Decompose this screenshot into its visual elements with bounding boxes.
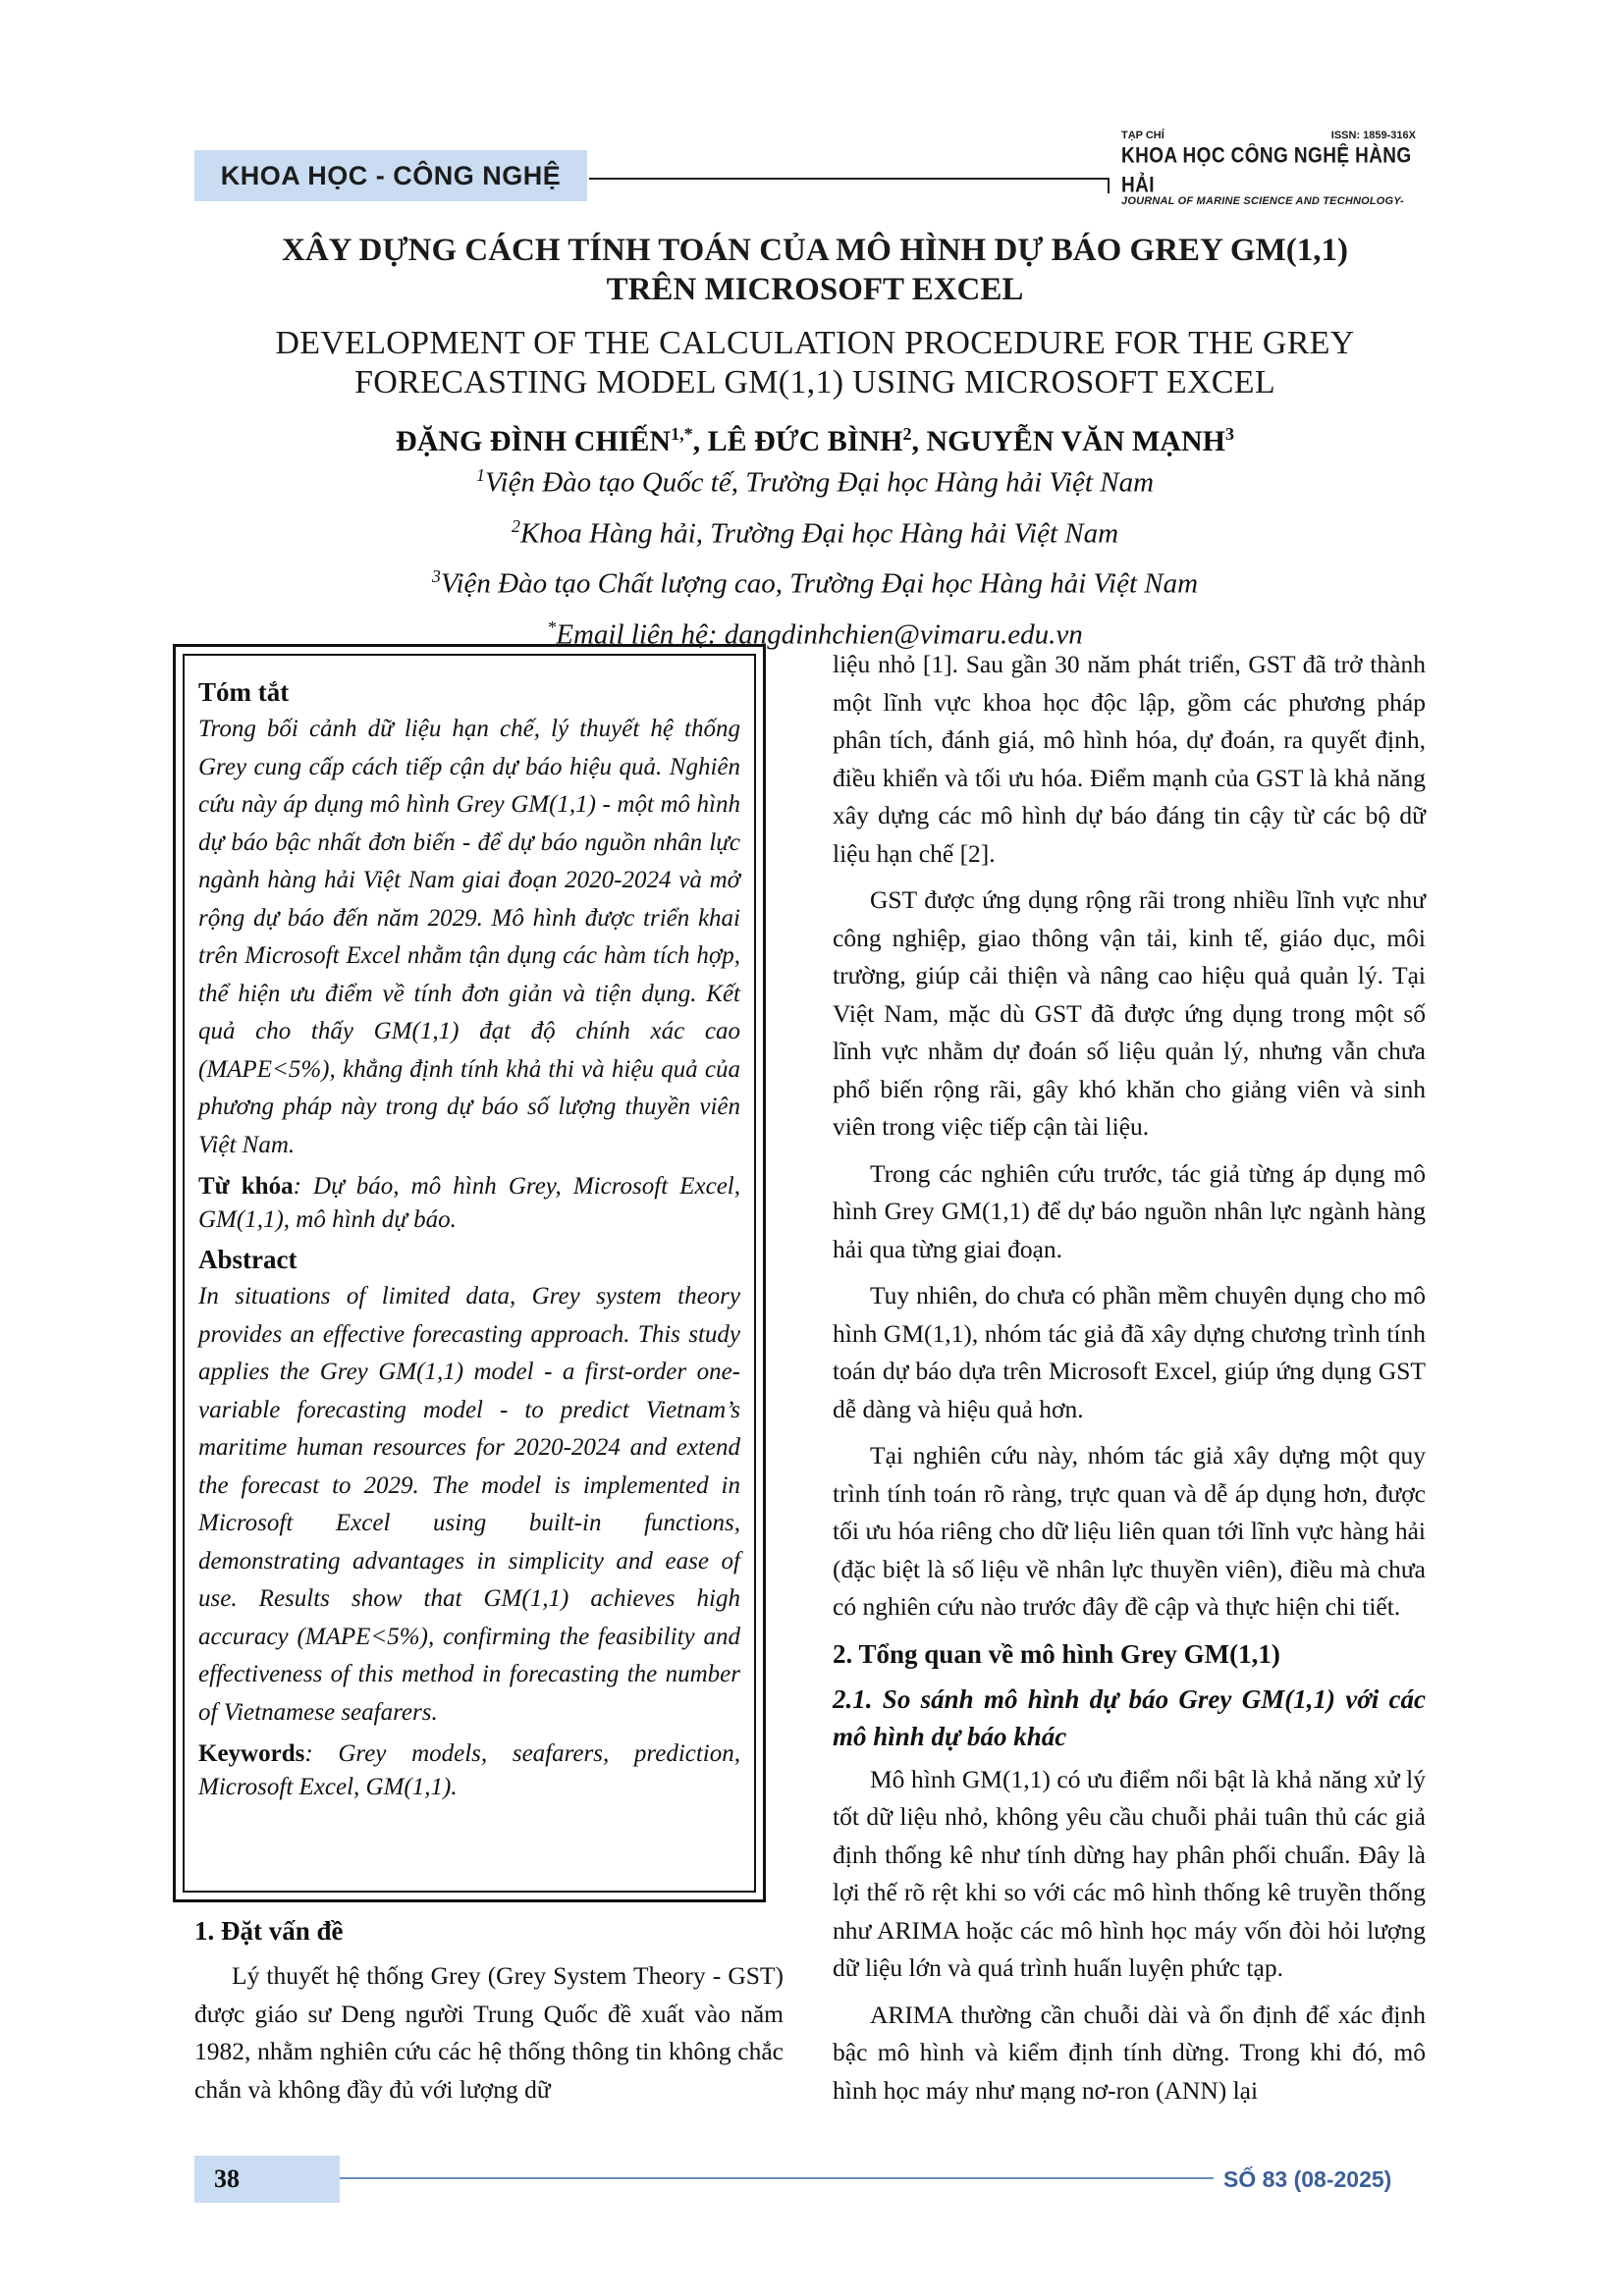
abstract-en-text: In situations of limited data, Grey system theory provides an effective forecasting approach. This study applies the Grey GM(1,1) model - a first-order one-variable forecasting model - to predict Vietnam’s maritime human resources for 2020-2024 and extend the forecast to 2029. The model is implemented in Microsoft Excel using built-in functions, demonstrating advantages in simplicity and ease of use. Results show that GM(1,1) achieves high accuracy (MAPE<5%), confirming the feasibility and effectiveness of this method in forecasting the number of Vietnamese seafarers. [198, 1283, 740, 1726]
journal-name: KHOA HỌC CÔNG NGHỆ HÀNG HẢI [1121, 144, 1412, 198]
affiliation-3-text: Viện Đào tạo Chất lượng cao, Trường Đại học Hàng hải Việt Nam [440, 567, 1199, 600]
issue-label: SỐ 83 (08-2025) [1223, 2166, 1392, 2192]
keywords-en [198, 1737, 740, 1804]
journal-masthead [1121, 129, 1416, 209]
author-3-name: , NGUYỄN VĂN MẠNH [911, 425, 1225, 457]
affiliation-2 [177, 505, 1453, 556]
para-continued: liệu nhỏ [1]. Sau gần 30 năm phát triển, GST đã trở thành một lĩnh vực khoa học độc lập, gồm các phương pháp phân tích, đánh giá, mô hình hóa, dự đoán, ra quyết định, điều khiển và tối ưu hóa. Điểm mạnh của GST là khả năng xây dựng các mô hình dự báo đáng tin cậy từ các bộ dữ liệu hạn chế [2]. [833, 650, 1426, 868]
keywords-en-text: : Grey models, seafarers, prediction, Microsoft Excel, GM(1,1). [198, 1740, 740, 1800]
contact-email-sup: * [547, 616, 557, 637]
section-tag: KHOA HỌC - CÔNG NGHỆ [194, 150, 587, 201]
left-column [194, 1912, 784, 2117]
abstract-box-inner [183, 654, 756, 1893]
keywords-en-label: Keywords [198, 1740, 305, 1767]
journal-prefix: TẠP CHÍ [1121, 130, 1164, 141]
keywords-vi-label: Từ khóa [198, 1173, 294, 1200]
title-english [177, 324, 1453, 402]
abstract-en-heading: Abstract [198, 1245, 298, 1274]
affiliation-2-sup: 2 [511, 515, 520, 536]
affiliation-3 [177, 555, 1453, 606]
affiliation-2-text: Khoa Hàng hải, Trường Đại học Hàng hải Việt Nam [519, 517, 1119, 550]
section-2-1-heading: 2.1. So sánh mô hình dự báo Grey GM(1,1) với các mô hình dự báo khác [833, 1683, 1426, 1751]
abstract-vi-text: Trong bối cảnh dữ liệu hạn chế, lý thuyết hệ thống Grey cung cấp cách tiếp cận dự báo hiệu quả. Nghiên cứu này áp dụng mô hình Grey GM(1,1) - một mô hình dự báo bậc nhất đơn biến - để dự báo nguồn nhân lực ngành hàng hải Việt Nam giai đoạn 2020-2024 và mở rộng dự báo đến năm 2029. Mô hình được triển khai trên Microsoft Excel nhằm tận dụng các hàm tích hợp, thể hiện ưu điểm về tính đơn giản và tiện dụng. Kết quả cho thấy GM(1,1) đạt độ chính xác cao (MAPE<5%), khẳng định tính khả thi và hiệu quả của phương pháp này trong dự báo số lượng thuyền viên Việt Nam. [198, 716, 740, 1158]
affiliation-1-text: Viện Đào tạo Quốc tế, Trường Đại học Hàng hải Việt Nam [484, 466, 1155, 499]
title-vietnamese [177, 231, 1453, 309]
affiliation-3-sup: 3 [431, 566, 441, 587]
footer-rule [340, 2177, 1214, 2179]
keywords-vi-text: : Dự báo, mô hình Grey, Microsoft Excel, GM(1,1), mô hình dự báo. [198, 1173, 740, 1233]
contact-email-text: Email liên hệ: dangdinhchien@vimaru.edu.vn [556, 618, 1083, 651]
affiliation-1-sup: 1 [475, 465, 485, 485]
page-number: 38 [214, 2164, 240, 2193]
keywords-vi [198, 1170, 740, 1237]
author-1-sup: 1,* [671, 424, 693, 444]
title-vi-line2: TRÊN MICROSOFT EXCEL [606, 272, 1024, 307]
right-column [833, 646, 1426, 2118]
section-1-para-1: Lý thuyết hệ thống Grey (Grey System Theory - GST) được giáo sư Deng người Trung Quốc đề xuất vào năm 1982, nhằm nghiên cứu các hệ thống thông tin không chắc chắn và không đầy đủ với lượng dữ [194, 1961, 784, 2104]
affiliation-1 [177, 454, 1453, 505]
para-4: Tuy nhiên, do chưa có phần mềm chuyên dụng cho mô hình GM(1,1), nhóm tác giả đã xây dựng chương trình tính toán dự báo dựa trên Microsoft Excel, giúp ứng dụng GST dễ dàng và hiệu quả hơn. [833, 1281, 1426, 1423]
para-3: Trong các nghiên cứu trước, tác giả từng áp dụng mô hình Grey GM(1,1) để dự báo nguồn nhân lực ngành hàng hải qua từng giai đoạn. [833, 1158, 1426, 1263]
title-vi-line1: XÂY DỰNG CÁCH TÍNH TOÁN CỦA MÔ HÌNH DỰ BÁO GREY GM(1,1) [282, 233, 1348, 268]
abstract-vi-heading: Tóm tắt [198, 677, 290, 707]
header-rule [589, 178, 1110, 180]
affiliations [177, 454, 1453, 657]
author-2-sup: 2 [902, 424, 912, 444]
para-7: ARIMA thường cần chuỗi dài và ổn định để xác định bậc mô hình và kiểm định tính dừng. Trong khi đó, mô hình học máy như mạng nơ-ron (ANN) lại [833, 2000, 1426, 2105]
section-2-heading: 2. Tổng quan về mô hình Grey GM(1,1) [833, 1638, 1280, 1669]
journal-issn: ISSN: 1859-316X [1330, 130, 1416, 141]
abstract-box [173, 644, 766, 1902]
author-1-name: ĐẶNG ĐÌNH CHIẾN [396, 425, 672, 457]
title-en-line2: FORECASTING MODEL GM(1,1) USING MICROSOFT EXCEL [354, 364, 1275, 400]
para-2: GST được ứng dụng rộng rãi trong nhiều lĩnh vực như công nghiệp, giao thông vận tải, kinh tế, giáo dục, môi trường, giúp cải thiện và nâng cao hiệu quả quản lý. Tại Việt Nam, mặc dù GST đã được ứng dụng trong một số lĩnh vực nhằm dự đoán số liệu quản lý, nhưng vẫn chưa phổ biến rộng rãi, gây khó khăn cho giảng viên và sinh viên trong việc tiếp cận tài liệu. [833, 885, 1426, 1141]
journal-english-name: JOURNAL OF MARINE SCIENCE AND TECHNOLOGY- [1121, 195, 1404, 207]
section-1-heading: 1. Đặt vấn đề [194, 1916, 344, 1946]
para-6: Mô hình GM(1,1) có ưu điểm nổi bật là khả năng xử lý tốt dữ liệu nhỏ, không yêu cầu chuỗi phải tuân thủ các giả định thống kê như tính dừng hay phân phối chuẩn. Đây là lợi thế rõ rệt khi so với các mô hình thống kê truyền thống như ARIMA hoặc các mô hình học máy vốn đòi hỏi lượng dữ liệu lớn và quá trình huấn luyện phức tạp. [833, 1764, 1426, 1982]
author-3-sup: 3 [1224, 424, 1234, 444]
para-5: Tại nghiên cứu này, nhóm tác giả xây dựng một quy trình tính toán rõ ràng, trực quan và dễ áp dụng hơn, được tối ưu hóa riêng cho dữ liệu liên quan tới lĩnh vực hàng hải (đặc biệt là số liệu về nhân lực thuyền viên), điều mà chưa có nghiên cứu nào trước đây đề cập và thực hiện chi tiết. [833, 1441, 1426, 1621]
author-2-name: , LÊ ĐỨC BÌNH [692, 425, 903, 457]
header-rule-tick [1108, 178, 1110, 193]
title-en-line1: DEVELOPMENT OF THE CALCULATION PROCEDURE FOR THE GREY [275, 325, 1355, 361]
